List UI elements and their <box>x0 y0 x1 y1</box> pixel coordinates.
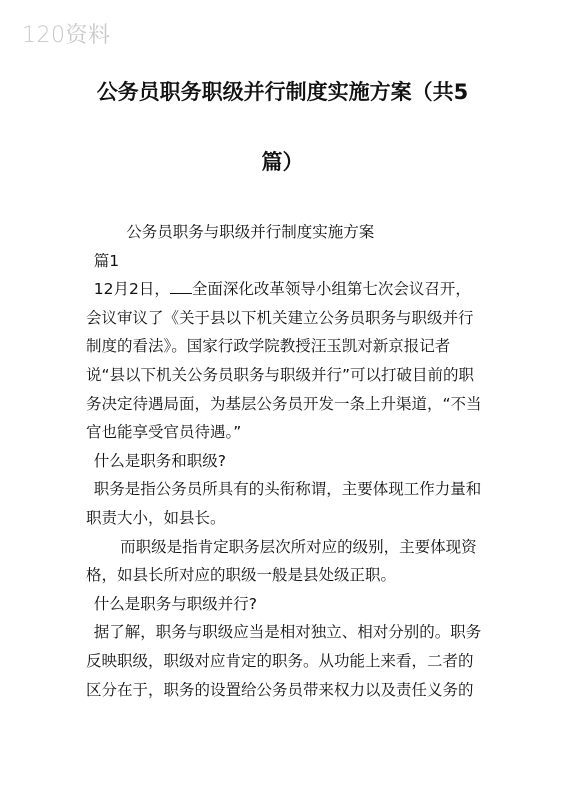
title-line-1: 公务员职务职级并行制度实施方案（共5 <box>96 80 469 104</box>
watermark: 120资料 <box>22 23 111 48</box>
date-text: 12月2日， <box>93 280 170 299</box>
document-title <box>60 76 505 178</box>
section-heading: 公务员职务与职级并行制度实施方案 <box>126 223 375 241</box>
title-line-2: 篇） <box>261 150 304 174</box>
paragraph-intro-text: 全面深化改革领导小组第七次会议召开，会议审议了《关于县以下机关建立公务员职务与职级并行制度的看法》。国家行政学院教授汪玉凯对新京报记者说“县以下机关公务员职务与职级并行”可以打破目前的职务决定待遇局面，为基层公务员开发一条上升渠道，“不当官也能享受官员待遇。” <box>86 280 482 442</box>
question-1: 什么是职务和职级? <box>93 451 226 470</box>
paragraph-intro <box>86 275 486 447</box>
paragraph-explanation: 据了解，职务与职级应当是相对独立、相对分别的。职务反映职级，职级对应肯定的职务。从功能上来看，二者的区分在于，职务的设置给公务员带来权力以及责任义务的 <box>86 623 482 699</box>
document-body <box>86 218 486 704</box>
chapter-label: 篇1 <box>93 251 120 270</box>
paragraph-definition-duty: 职务是指公务员所具有的头衔称谓，主要体现工作力量和职责大小，如县长。 <box>86 480 482 527</box>
question-2: 什么是职务与职级并行? <box>93 594 257 613</box>
blank-underline <box>170 279 192 294</box>
paragraph-definition-rank: 而职级是指肯定职务层次所对应的级别，主要体现资格，如县长所对应的职级一般是县处级正职。 <box>86 537 477 585</box>
